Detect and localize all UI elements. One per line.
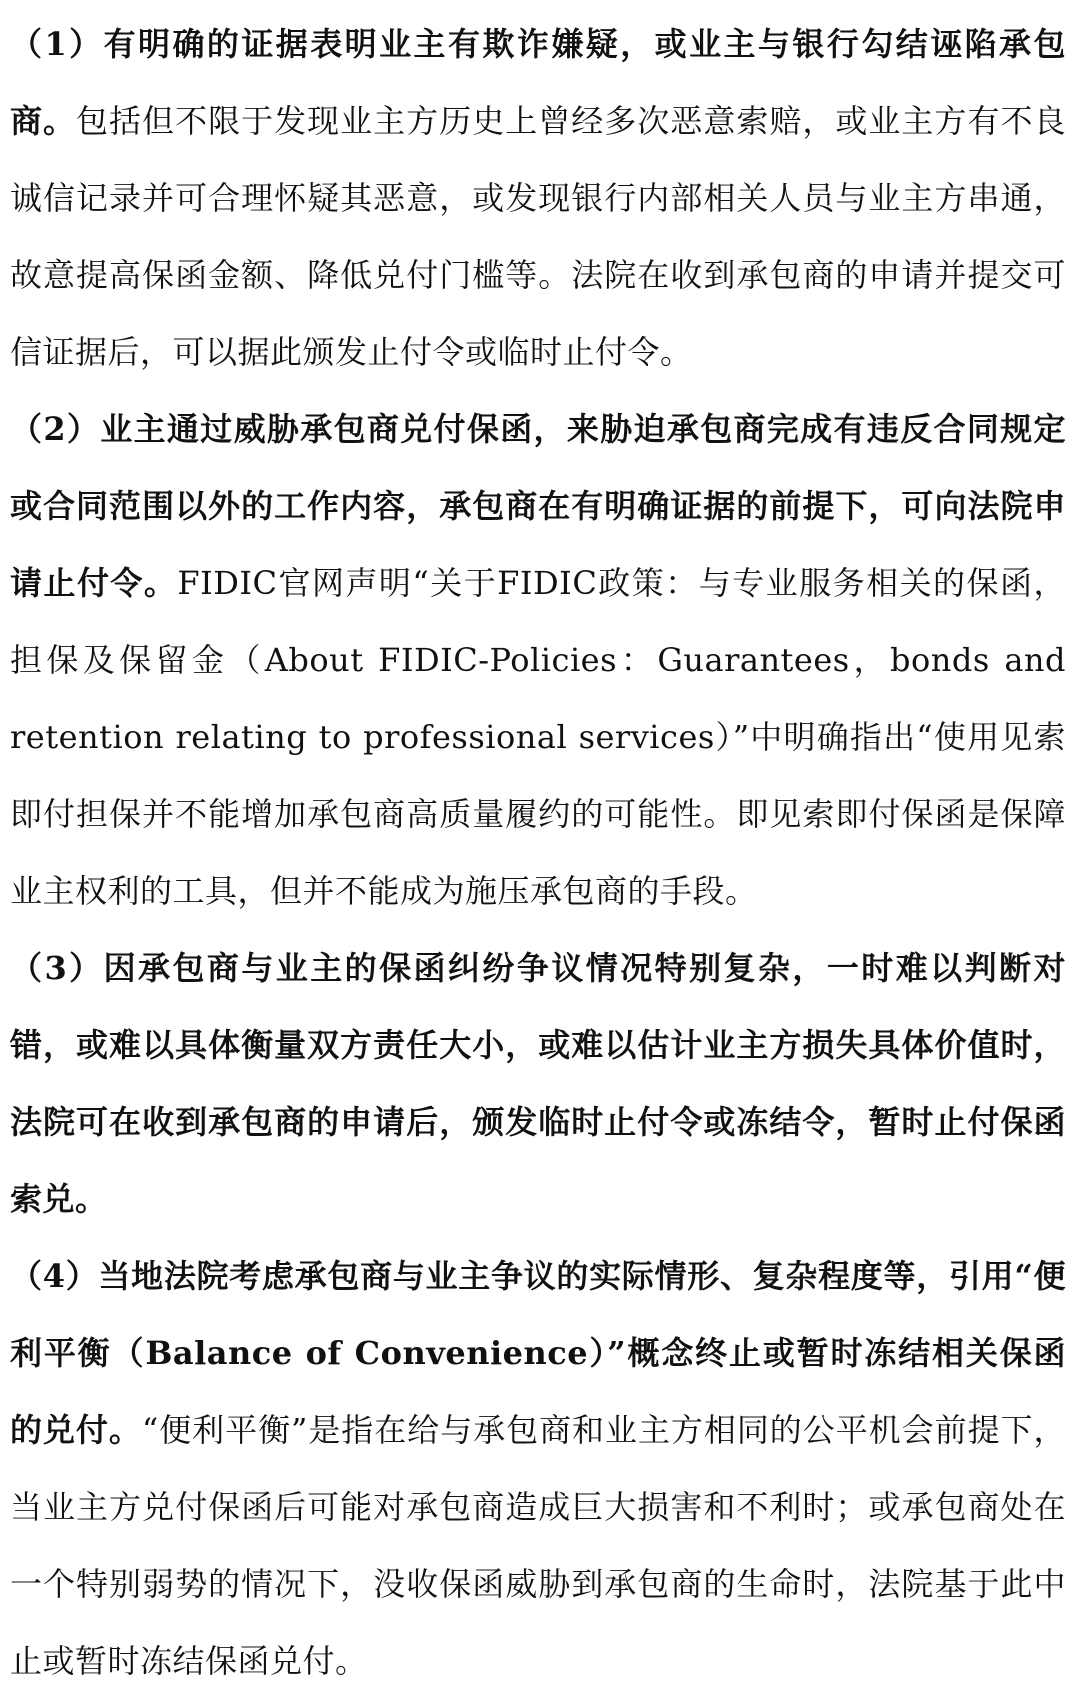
paragraph-3-heading: （3）因承包商与业主的保函纠纷争议情况特别复杂，一时难以判断对错，或难以具体衡量双方责任大小，或难以估计业主方损失具体价值时，法院可在收到承包商的申请后，颁发临时止付令或冻结令，暂时止付保函索兑。 (10, 949, 1066, 1218)
paragraph-1-heading: （1）有明确的证据表明业主有欺诈嫌疑，或业主与银行勾结诬陷承包商。 (10, 25, 1066, 140)
paragraph-1-body: 包括但不限于发现业主方历史上曾经多次恶意索赔，或业主方有不良诚信记录并可合理怀疑其恶意，或发现银行内部相关人员与业主方串通，故意提高保函金额、降低兑付门槛等。法院在收到承包商的申请并提交可信证据后，可以据此颁发止付令或临时止付令。 (10, 102, 1066, 371)
paragraph-4-heading: （4）当地法院考虑承包商与业主争议的实际情形、复杂程度等，引用“便利平衡（Balance of Convenience）”概念终止或暂时冻结相关保函的兑付。 (10, 1257, 1066, 1449)
paragraph-2-body: FIDIC官网声明“关于FIDIC政策：与专业服务相关的保函，担保及保留金（About FIDIC-Policies：Guarantees，bonds and retention relating to professional services）”中明确指出“使用见索即付担保并不能增加承包商高质量履约的可能性。即见索即付保函是保障业主权利的工具，但并不能成为施压承包商的手段。 (10, 564, 1066, 910)
paragraph-4 (10, 1238, 1066, 1700)
paragraph-3 (10, 930, 1066, 1238)
paragraph-2-heading: （2）业主通过威胁承包商兑付保函，来胁迫承包商完成有违反合同规定或合同范围以外的工作内容，承包商在有明确证据的前提下，可向法院申请止付令。 (10, 410, 1066, 602)
paragraph-4-body: “便利平衡”是指在给与承包商和业主方相同的公平机会前提下，当业主方兑付保函后可能对承包商造成巨大损害和不利时；或承包商处在一个特别弱势的情况下，没收保函威胁到承包商的生命时，法院基于此中止或暂时冻结保函兑付。 (10, 1411, 1066, 1680)
paragraph-2 (10, 391, 1066, 930)
paragraph-1 (10, 6, 1066, 391)
